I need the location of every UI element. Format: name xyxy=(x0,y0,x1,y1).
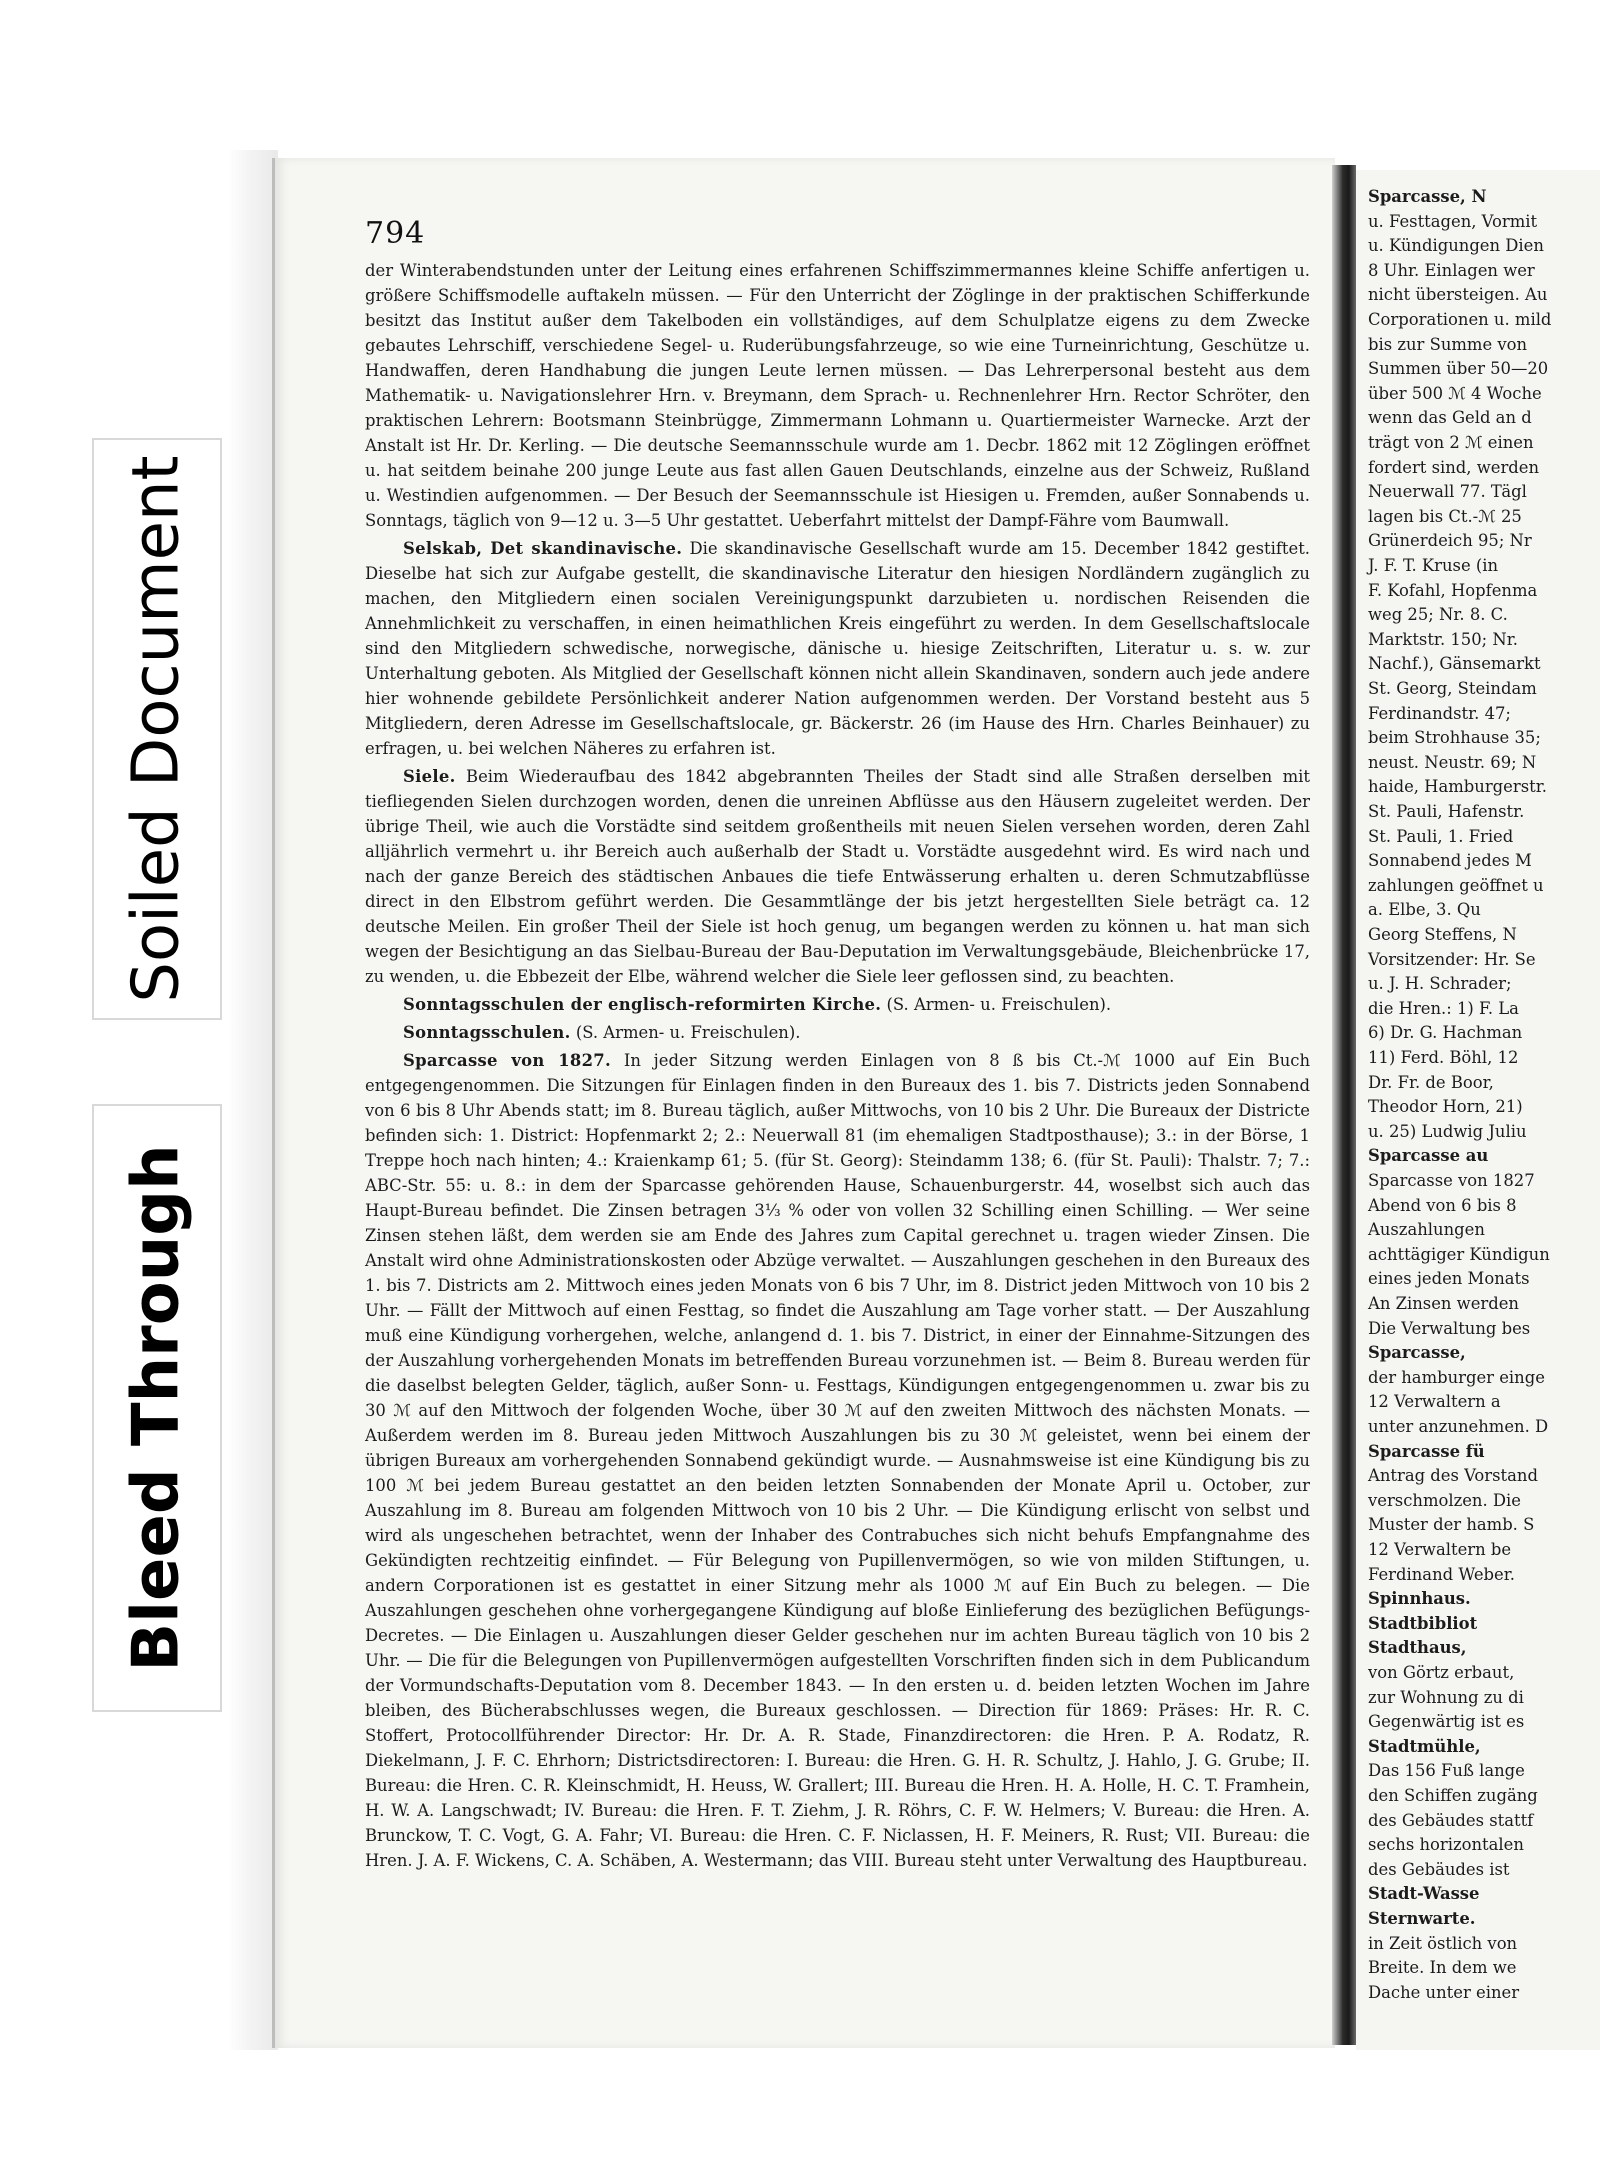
fragment-line: Abend von 6 bis 8 xyxy=(1368,1195,1517,1215)
fragment-line: in Zeit östlich von xyxy=(1368,1933,1518,1953)
fragment-line: die Hren.: 1) F. La xyxy=(1368,998,1519,1018)
fragment-line: Vorsitzender: Hr. Se xyxy=(1368,949,1536,969)
fragment-line: den Schiffen zugäng xyxy=(1368,1786,1538,1805)
fragment-line: Grünerdeich 95; Nr xyxy=(1368,531,1532,551)
text-paragraph xyxy=(365,1048,1310,1873)
fragment-line: Sonnabend jedes M xyxy=(1368,851,1532,871)
entry-heading: Sonntagsschulen der englisch-reformirten Kirche. xyxy=(403,995,882,1014)
soiled-document-label: Soiled Document xyxy=(92,438,222,1020)
fragment-line: weg 25; Nr. 8. C. xyxy=(1368,605,1508,625)
fragment-line: F. Kofahl, Hopfenma xyxy=(1368,580,1538,600)
fragment-line: Dache unter einer xyxy=(1368,1982,1520,2002)
fragment-line: St. Pauli, 1. Fried xyxy=(1368,826,1514,846)
fragment-line: u. Festtagen, Vormit xyxy=(1368,211,1538,231)
fragment-line: Dr. Fr. de Boor, xyxy=(1368,1072,1494,1092)
text-paragraph xyxy=(365,258,1310,533)
fragment-line: unter anzunehmen. D xyxy=(1368,1417,1549,1436)
entry-heading: Selskab, Det skandinavische. xyxy=(403,539,683,558)
fragment-heading: Stadt-Wasse xyxy=(1368,1884,1480,1904)
fragment-line: haide, Hamburgerstr. xyxy=(1368,777,1547,797)
page-number: 794 xyxy=(365,216,426,251)
fragment-line: achttägiger Kündigun xyxy=(1368,1244,1550,1264)
page-body-text xyxy=(365,258,1310,1876)
right-page-fragment xyxy=(1356,170,1600,2050)
book-spine xyxy=(228,150,278,2050)
fragment-line: nicht übersteigen. Au xyxy=(1368,285,1548,305)
fragment-line: Die Verwaltung bes xyxy=(1368,1318,1531,1338)
fragment-line: Marktstr. 150; Nr. xyxy=(1368,629,1518,649)
fragment-line: Auszahlungen xyxy=(1368,1220,1485,1240)
fragment-line: 6) Dr. G. Hachman xyxy=(1368,1023,1523,1043)
fragment-line: der hamburger einge xyxy=(1368,1367,1545,1387)
fragment-heading: Sparcasse, xyxy=(1368,1343,1466,1363)
fragment-line: Breite. In dem we xyxy=(1368,1958,1517,1978)
fragment-line: J. F. T. Kruse (in xyxy=(1368,556,1499,575)
fragment-line: wenn das Geld an d xyxy=(1368,408,1532,428)
fragment-line: Summen über 50—20 xyxy=(1368,359,1549,379)
entry-text: Die skandinavische Gesellschaft wurde am 15. December 1842 gestiftet. Dieselbe hat sich zur Aufgabe gestellt, die skandinavische Literatur den hiesigen Nordländern zugänglich zu machen, den Mitgliedern einen socialen Vereinigungspunkt darzubieten u. nordischen Reisenden die Annehmlichkeit zu verschaffen, in einen heimathlichen Kreis eingeführt zu werden. In dem Gesellschaftslocale sind den Mitgliedern schwedische, norwegische, dänische u. hiesige Zeitschriften, Literatur u. s. w. zur Unterhaltung geboten. Als Mitglied der Gesellschaft können nicht allein Skandinaven, sondern auch jede andere hier wohnende gebildete Persönlichkeit anderer Nation aufgenommen werden. Der Vorstand besteht aus 5 Mitgliedern, deren Adresse im Gesellschaftslocale, gr. Bäckerstr. 26 (im Hause des Hrn. Charles Beinhauer) zu erfragen, u. bei welchen Näheres zu erfahren ist. xyxy=(365,539,1311,758)
fragment-line: a. Elbe, 3. Qu xyxy=(1368,900,1481,920)
entry-heading: Siele. xyxy=(403,767,456,786)
fragment-line: Ferdinandstr. 47; xyxy=(1368,703,1511,723)
fragment-line: lagen bis Ct.-ℳ 25 xyxy=(1368,506,1522,526)
fragment-line: Muster der hamb. S xyxy=(1368,1515,1535,1535)
entry-heading: Sonntagsschulen. xyxy=(403,1023,571,1042)
fragment-line: 12 Verwaltern a xyxy=(1368,1392,1501,1412)
fragment-line: bis zur Summe von xyxy=(1368,334,1528,354)
page-gutter xyxy=(1332,165,1356,2045)
fragment-line: Sparcasse von 1827 xyxy=(1368,1171,1535,1190)
left-page xyxy=(272,158,1335,2048)
fragment-line: trägt von 2 ℳ einen xyxy=(1368,433,1534,452)
fragment-line: 11) Ferd. Böhl, 12 xyxy=(1368,1048,1519,1067)
fragment-line: Nachf.), Gänsemarkt xyxy=(1368,654,1541,674)
fragment-line: Theodor Horn, 21) xyxy=(1368,1097,1523,1117)
entry-text: Beim Wiederaufbau des 1842 abgebrannten Theiles der Stadt sind alle Straßen derselben mit tiefliegenden Sielen durchzogen worden, denen die unreinen Abflüsse aus den Häusern zugeleitet werden. Der übrige Theil, wie auch die Vorstädte sind seitdem großentheils mit neuen Sielen versehen worden, deren Zahl alljährlich vermehrt u. ihr Bereich auch außerhalb der Stadt u. Vorstädte ausgedehnt wird. Es wird nach und nach der ganze Bereich des städtischen Anbaues die tiefe Entwässerung erhalten u. deren Schmutzabflüsse direct in den Elbstrom geführt werden. Die Gesammtlänge der bis jetzt hergestellten Siele beträgt ca. 12 deutsche Meilen. Ein großer Theil der Siele ist hoch genug, um begangen werden zu können u. hat man sich wegen der Besichtigung an das Sielbau-Bureau der Bau-Deputation im Verwaltungsgebäude, Bleichenbrücke 17, zu wenden, u. die Ebbezeit der Elbe, während welcher die Siele leer geflossen sind, zu beachten. xyxy=(365,767,1310,986)
fragment-line: Ferdinand Weber. xyxy=(1368,1564,1515,1584)
fragment-line: eines jeden Monats xyxy=(1368,1269,1530,1289)
fragment-heading: Spinnhaus. xyxy=(1368,1589,1471,1609)
fragment-line: neust. Neustr. 69; N xyxy=(1368,752,1537,772)
fragment-line: u. J. H. Schrader; xyxy=(1368,974,1512,994)
fragment-line: Neuerwall 77. Tägl xyxy=(1368,482,1527,502)
fragment-line: St. Pauli, Hafenstr. xyxy=(1368,802,1525,821)
fragment-heading: Stadtbibliot xyxy=(1368,1613,1478,1633)
fragment-line: verschmolzen. Die xyxy=(1368,1490,1521,1510)
fragment-line: Georg Steffens, N xyxy=(1368,925,1517,944)
fragment-line: zur Wohnung zu di xyxy=(1368,1687,1524,1707)
entry-text: (S. Armen- u. Freischulen). xyxy=(886,995,1112,1014)
fragment-line: St. Georg, Steindam xyxy=(1368,679,1537,698)
fragment-line: u. Kündigungen Dien xyxy=(1368,236,1544,256)
entry-text: In jeder Sitzung werden Einlagen von 8 ß bis Ct.-ℳ 1000 auf Ein Buch entgegengenommen. Die Sitzungen für Einlagen finden in den Bureaux des 1. bis 7. Districts jeden Sonnabend von 6 bis 8 Uhr Abends statt; im 8. Bureau täglich, außer Mittwochs, von 10 bis 2 Uhr. Die Bureaux der Districte befinden sich: 1. District: Hopfenmarkt 2; 2.: Neuerwall 81 (im ehemaligen Stadtposthause); 3.: in der Börse, 1 Treppe hoch nach hinten; 4.: Kraienkamp 61; 5. (für St. Georg): Steindamm 138; 6. (für St. Pauli): Thalstr. 7; 7.: ABC-Str. 55: u. 8.: in dem der Sparcasse gehörenden Hause, Schauenburgerstr. 44, woselbst sich auch das Haupt-Bureau befindet. Die Zinsen betragen 3⅓ % oder von vollen 32 Schilling einen Schilling. — Wer seine Zinsen stehen läßt, dem werden sie am Ende des Jahres zum Capital gerechnet u. tragen wieder Zinsen. Die Anstalt wird ohne Administrationskosten oder Abzüge verwaltet. — Auszahlungen geschehen in den Bureaux des 1. bis 7. Districts am 2. Mittwoch eines jeden Monats von 6 bis 7 Uhr, im 8. District jeden Mittwoch von 10 bis 2 Uhr. — Fällt der Mittwoch auf einen Festtag, so findet die Auszahlung am Tage vorher statt. — Der Auszahlung muß eine Kündigung vorhergehen, welche, anlangend d. 1. bis 7. District, in einer der Einnahme-Sitzungen des der Auszahlung vorhergehenden Monats im betreffenden Bureau vorzunehmen ist. — Beim 8. Bureau werden für die daselbst belegten Gelder, täglich, außer Sonn- u. Festtags, Kündigungen entgegengenommen u. zwar bis zu 30 ℳ auf den Mittwoch der folgenden Woche, über 30 ℳ auf den zweiten Mittwoch des nächsten Monats. — Außerdem werden im 8. Bureau jeden Mittwoch Auszahlungen bis zu 30 ℳ geleistet, wenn bei einem der übrigen Bureaux am vorhergehenden Sonnabend gekündigt wurde. — Ausnahmsweise ist eine Kündigung bis zu 100 ℳ bei jedem Bureau gestattet an den beiden letzten Sonnabenden der Monate April u. October, zur Auszahlung im 8. Bureau am folgenden Mittwoch von 10 bis 2 Uhr. — Die Kündigung erlischt von selbst und wird als ungeschehen betrachtet, wenn der Inhaber des Contrabuches sich nicht behufs Empfangnahme des Gekündigten rechtzeitig einfindet. — Für Belegung von Pupillenvermögen, so wie von milden Stiftungen, u. andern Corporationen ist es gestattet in einer Sitzung mehr als 1000 ℳ auf Ein Buch zu belegen. — Die Auszahlungen geschehen ohne vorhergegangene Kündigung auf bloße Einlieferung des bezüglichen Befügungs-Decretes. — Die Einlagen u. Auszahlungen dieser Gelder geschehen nur im achten Bureau täglich von 10 bis 2 Uhr. — Die für die Belegungen von Pupillenvermögen aufgestellten Vorschriften finden sich in dem Publicandum der Vormundschafts-Deputation vom 8. December 1843. — In den ersten u. d. beiden letzten Wochen im Jahre bleiben, des Bücherabschlusses wegen, die Bureaux geschlossen. — Direction für 1869: Präses: Hr. R. C. Stoffert, Protocollführender Director: Hr. Dr. A. R. Stade, Finanzdirectoren: die Hren. P. A. Rodatz, R. Diekelmann, J. F. C. Ehrhorn; Districtsdirectoren: I. Bureau: die Hren. G. H. R. Schultz, J. Hahlo, J. G. Grube; II. Bureau: die Hren. C. R. Kleinschmidt, H. Heuss, W. Grallert; III. Bureau die Hren. H. A. Holle, H. C. T. Framhein, H. W. A. Langschwadt; IV. Bureau: die Hren. F. T. Ziehm, J. R. Röhrs, C. F. W. Helmers; V. Bureau: die Hren. A. Brunckow, T. C. Vogt, G. A. Fahr; VI. Bureau: die Hren. C. F. Niclassen, H. F. Meiners, R. Rust; VII. Bureau: die Hren. J. A. F. Wickens, C. A. Schäben, A. Westermann; das VIII. Bureau steht unter Verwaltung des Hauptbureau. xyxy=(365,1051,1310,1870)
fragment-line: sechs horizontalen xyxy=(1368,1835,1524,1855)
fragment-line: beim Strohhause 35; xyxy=(1368,728,1541,748)
fragment-heading: Sparcasse au xyxy=(1368,1146,1489,1166)
fragment-line: zahlungen geöffnet u xyxy=(1368,875,1544,895)
text-paragraph xyxy=(365,536,1310,761)
fragment-line: 8 Uhr. Einlagen wer xyxy=(1368,260,1535,280)
fragment-line: 12 Verwaltern be xyxy=(1368,1540,1512,1559)
fragment-line: von Görtz erbaut, xyxy=(1368,1663,1515,1682)
fragment-line: des Gebäudes stattf xyxy=(1368,1810,1534,1830)
fragment-line: Das 156 Fuß lange xyxy=(1368,1761,1525,1781)
fragment-heading: Sparcasse fü xyxy=(1368,1441,1485,1461)
fragment-line: über 500 ℳ 4 Woche xyxy=(1368,383,1542,403)
text-paragraph xyxy=(365,992,1310,1017)
fragment-line: Gegenwärtig ist es xyxy=(1368,1712,1525,1732)
fragment-line: u. 25) Ludwig Juliu xyxy=(1368,1121,1527,1141)
fragment-line: Antrag des Vorstand xyxy=(1368,1466,1538,1486)
fragment-line: An Zinsen werden xyxy=(1368,1294,1519,1313)
text-paragraph xyxy=(365,1020,1310,1045)
fragment-heading: Stadthaus, xyxy=(1368,1638,1467,1658)
fragment-heading: Sternwarte. xyxy=(1368,1909,1476,1928)
entry-text: (S. Armen- u. Freischulen). xyxy=(575,1023,801,1042)
fragment-line: fordert sind, werden xyxy=(1368,457,1540,477)
fragment-line: Corporationen u. mild xyxy=(1368,310,1552,329)
fragment-heading: Sparcasse, N xyxy=(1368,187,1487,206)
bleed-through-label: Bleed Through xyxy=(92,1104,222,1712)
text-paragraph xyxy=(365,764,1310,989)
fragment-heading: Stadtmühle, xyxy=(1368,1736,1481,1756)
entry-text: der Winterabendstunden unter der Leitung eines erfahrenen Schiffszimmermannes kleine Schiffe anfertigen u. größere Schiffsmodelle auftakeln müssen. — Für den Unterricht der Zöglinge in der praktischen Schifferkunde besitzt das Institut außer dem Takelboden ein vollständiges, auf dem Schulplatze eigens zu dem Zwecke gebautes Lehrschiff, verschiedene Segel- u. Ruderübungsfahrzeuge, so wie eine Turneinrichtung, Geschütze u. Handwaffen, deren Handhabung die jungen Leute lernen müssen. — Das Lehrerpersonal besteht aus dem Mathematik- u. Navigationslehrer Hrn. v. Breymann, dem Sprach- u. Rechnenlehrer Hrn. Rector Schröter, den praktischen Lehrern: Bootsmann Steinbrügge, Zimmermann Lohmann u. Quartiermeister Warnecke. Arzt der Anstalt ist Hr. Dr. Kerling. — Die deutsche Seemannsschule wurde am 1. Decbr. 1862 mit 12 Zöglingen eröffnet u. hat seitdem beinahe 200 junge Leute aus fast allen Gauen Deutschlands, einzelne aus der Schweiz, Rußland u. Westindien aufgenommen. — Der Besuch der Seemannsschule ist Hiesigen u. Fremden, außer Sonnabends u. Sonntags, täglich von 9—12 u. 3—5 Uhr gestattet. Ueberfahrt mittelst der Dampf-Fähre vom Baumwall. xyxy=(365,261,1310,530)
fragment-line: des Gebäudes ist xyxy=(1368,1859,1510,1879)
entry-heading: Sparcasse von 1827. xyxy=(403,1051,612,1070)
